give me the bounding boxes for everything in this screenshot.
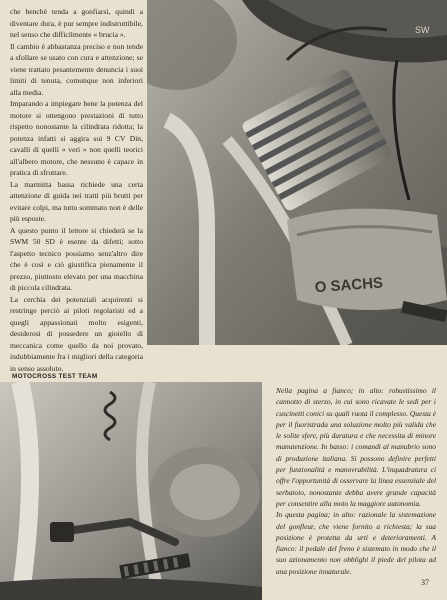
caption-paragraph: In questa pagina; in alto: razionale la sistemazione del gonfleur, che viene fornito a richiesta; la sua posizione è protetta da urti e deterioramenti. A fianco: il pedale del freno è sistemato in modo che il suo azionamento non obblighi il piede del pilota ad una posizione innaturale.	[276, 510, 436, 576]
body-paragraph: Il cambio è abbastanza preciso e non tende a sfollare se usato con cura e attenzione; se viene trattato pesantemente denuncia i suoi limiti di tenuta, comunque non inferiori alla media.	[10, 41, 143, 97]
page-number: 37	[421, 578, 429, 587]
frame-lettering: SW	[415, 25, 430, 35]
article-body	[10, 6, 143, 374]
body-paragraph: A questo punto il lettore si chiederà se la SWM 50 SD è esente da difetti; sotto l'aspetto tecnico possiamo senz'altro dire che è così e ciò giustifica pienamente il prezzo, piuttosto elevato per una macchina di piccola cilindrata.	[10, 225, 143, 292]
engine-photo-drawing	[147, 0, 447, 345]
body-paragraph: La marmitta bassa richiede una certa attenzione di guida nei tratti più brutti per evitare colpi, ma tutto sommato non è delle più esposte.	[10, 179, 143, 223]
engine-brand-lettering: O SACHS	[314, 274, 384, 297]
brake-pedal-photo-drawing	[0, 382, 262, 600]
test-team-credit: MOTOCROSS TEST TEAM	[12, 373, 98, 380]
engine-photo	[147, 0, 447, 345]
body-paragraph: Imparando a impiegare bene la potenza del motore si ottengono prestazioni di tutto rispetto nonostante la cilindrata ridotta; la potenza infatti si aggira sui 9 CV Din, cavalli di quelli « veri » non quelli teorici all'albero motore, che nessuno è capace in pratica di sfruttare.	[10, 99, 143, 177]
body-paragraph: che benchè tenda a gonfiarsi, quindi a diventare dura, è pur sempre indistruttibile, nel senso che difficilmente « brucia ».	[10, 7, 143, 39]
caption-paragraph: Nella pagina a fianco; in alto: robustissimo il cannotto di sterzo, in cui sono ricavate le sedi per i cuscinetti conici su quali ruota il complesso. Questa è per il fuoristrada una soluzione molto più valida che le solite sfere, più duratura e che necessita di minore manutenzione. In basso: i comandi al manubrio sono di produzione italiana. Si possono definire perfetti per funzionalità e manovrabilità. L'inquadratura ci offre l'opportunità di osservare la linea essenziale del serbatoio, nonostante debba avere grande capacità per consentire alla moto la maggiore autonomia.	[276, 386, 436, 508]
brake-pedal-photo	[0, 382, 262, 600]
body-paragraph: La cerchia dei potenziali acquirenti si restringe perciò ai piloti regolaristi ed a quegli appassionati molto esigenti, desiderosi di possedere un gioiello di meccanica come quello da noi provato, indubbiamente fra i migliori della categoria in senso assoluto.	[10, 294, 143, 373]
photo-caption	[276, 385, 436, 577]
